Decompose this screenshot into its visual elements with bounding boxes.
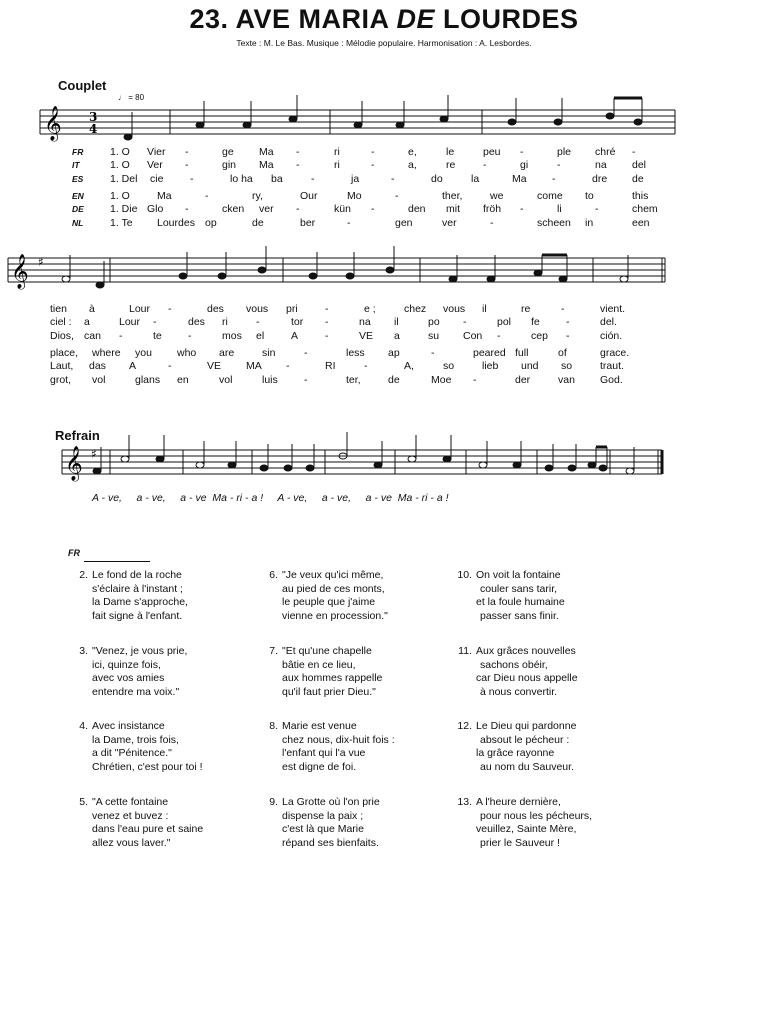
divider	[84, 561, 150, 562]
lyric-syllable: pri	[286, 303, 298, 315]
verse-number: 12.	[457, 720, 472, 732]
lyric-syllable: il	[394, 316, 399, 329]
lyric-syllable: van	[558, 373, 575, 386]
lyric-syllable: ple	[557, 146, 572, 158]
lyric-syllable: Moe	[431, 373, 452, 386]
verse-line: au pied de ces monts,	[282, 582, 385, 595]
lyric-syllable: in	[585, 216, 594, 229]
lyric-syllable: -	[561, 303, 565, 315]
lyric-syllable: where	[92, 346, 121, 359]
lyric-syllable: ge	[222, 146, 234, 158]
lyric-syllable: God.	[600, 373, 623, 386]
lyric-syllable: tien	[50, 303, 67, 315]
lyric-syllable: -	[325, 329, 329, 342]
lyric-syllable: la	[471, 172, 480, 185]
lyric-syllable: Our	[300, 189, 318, 202]
verse-line: répand ses bienfaits.	[282, 836, 379, 849]
title-italic: DE	[396, 4, 436, 34]
credits-line: Texte : M. Le Bas. Musique : Mélodie populaire. Harmonisation : A. Lesbordes.	[236, 38, 532, 48]
lyric-syllable: ter,	[346, 373, 361, 386]
lyric-syllable: are	[219, 346, 235, 359]
lang-label: ES	[72, 173, 84, 184]
verse	[269, 720, 395, 774]
verse-number: 13.	[457, 796, 472, 808]
verse-line: avec vos amies	[92, 672, 165, 684]
lyric-syllable: place,	[50, 346, 79, 359]
lyric-syllable: Lour	[129, 303, 151, 315]
sharp-icon: ♯	[91, 447, 97, 461]
lyric-syllable: who	[177, 346, 197, 359]
lyric-syllable: po	[428, 316, 440, 329]
lyric-syllable: mit	[446, 203, 460, 216]
verse-line: sachons obéir,	[480, 658, 548, 671]
lyric-syllable: den	[408, 203, 426, 216]
lyric-syllable: -	[168, 360, 172, 373]
lyric-syllable: -	[463, 316, 467, 329]
lyric-syllable: a,	[408, 159, 417, 172]
verse-line: Chrétien, c'est pour toi !	[92, 760, 203, 773]
lyric-syllable: ri	[334, 159, 340, 172]
lyric-syllable: grace.	[600, 346, 630, 359]
refrain-lyrics: A - ve, a - ve, a - ve Ma - ri - a ! A - ve, a - ve, a - ve Ma - ri - a !	[92, 492, 449, 504]
lyric-syllable: na	[359, 316, 371, 329]
lyric-syllable: en	[177, 373, 189, 386]
lyric-syllable: Ma	[157, 189, 172, 202]
verse	[79, 720, 203, 774]
lyric-syllable: des	[207, 303, 224, 315]
lyric-syllable: 1. O	[110, 189, 130, 202]
lyric-syllable: dre	[592, 172, 608, 185]
lyric-syllable: -	[490, 216, 494, 229]
verse-number: 11.	[458, 645, 472, 657]
verse-line: venez et buvez :	[92, 809, 169, 822]
lyric-syllable: Ma	[259, 159, 274, 172]
lyric-syllable: -	[153, 316, 157, 329]
lyric-syllable: vol	[219, 373, 233, 386]
lyric-syllable: a	[394, 329, 400, 342]
lyric-syllable: -	[296, 159, 300, 172]
verse-number: 6.	[269, 569, 278, 581]
lyric-syllable: -	[431, 346, 435, 359]
lyric-syllable: -	[188, 329, 192, 342]
title-end: LOURDES	[435, 4, 579, 34]
verse-line: entendre ma voix."	[92, 685, 180, 698]
lyric-syllable: -	[286, 360, 290, 373]
verse-line: Aux grâces nouvelles	[476, 645, 576, 657]
verse-line: chez nous, dix-huit fois :	[282, 733, 395, 746]
lyric-syllable: -	[395, 189, 399, 202]
lyric-syllable: re	[446, 159, 456, 172]
lyric-syllable: 1. O	[110, 159, 130, 172]
lyric-syllable: el	[256, 329, 265, 342]
treble-clef-icon: 𝄞	[44, 106, 62, 141]
lyric-syllable: chem	[632, 203, 658, 216]
lang-label: FR	[72, 147, 84, 157]
lyric-syllable: e,	[408, 146, 417, 158]
verse-line: "Et qu'une chapelle	[282, 645, 372, 657]
lyric-syllable: less	[346, 346, 365, 359]
verse-line: ici, quinze fois,	[92, 658, 161, 671]
verse-line: Marie est venue	[282, 720, 357, 732]
lyric-syllable: ri	[222, 316, 228, 329]
lyric-syllable: Con	[463, 329, 483, 342]
verse	[79, 796, 204, 850]
lyric-syllable: A,	[404, 360, 414, 373]
lyric-syllable: lo ha	[230, 172, 253, 185]
verse-line: car Dieu nous appelle	[476, 672, 578, 684]
couplet-label: Couplet	[58, 78, 107, 93]
lyric-syllable: -	[632, 146, 636, 158]
lyric-syllable: del.	[600, 316, 617, 329]
tempo-marking: ♩ = 80	[118, 93, 145, 102]
verse-number: 3.	[79, 645, 88, 657]
verse-number: 4.	[79, 720, 88, 732]
verse-line: passer sans finir.	[480, 609, 559, 622]
verse-line: s'éclaire à l'instant ;	[92, 582, 183, 595]
verse-line: Le fond de la roche	[92, 569, 182, 581]
verse	[79, 569, 188, 623]
lyric-syllable: ap	[388, 346, 400, 359]
verse-line: la grâce rayonne	[476, 747, 555, 759]
lyric-syllable: lieb	[482, 360, 499, 373]
lyric-syllable: -	[473, 373, 477, 386]
lyric-syllable: des	[188, 316, 205, 329]
lyric-syllable: een	[632, 216, 650, 229]
lyric-syllable: Ver	[147, 159, 163, 172]
lyric-syllable: Dios,	[50, 329, 74, 342]
lyric-syllable: -	[483, 159, 487, 172]
lyric-syllable: vient.	[600, 303, 626, 315]
lyric-syllable: del	[632, 159, 647, 172]
lyric-syllable: -	[371, 203, 375, 216]
lyric-syllable: -	[325, 316, 329, 329]
time-sig-top: 3	[89, 110, 98, 124]
lyric-syllable: -	[185, 203, 189, 216]
verse	[269, 569, 388, 623]
lyric-syllable: Vier	[147, 146, 166, 158]
lyric-syllable: cken	[222, 203, 245, 216]
lyric-syllable: -	[168, 303, 172, 315]
verse	[458, 645, 578, 699]
verse-line: Avec insistance	[92, 720, 165, 732]
sharp-icon: ♯	[38, 255, 44, 269]
verse-line: "Venez, je vous prie,	[92, 645, 188, 657]
lyric-syllable: ver	[259, 203, 274, 216]
lyric-syllable: ri	[334, 146, 340, 158]
lyric-syllable: -	[391, 172, 395, 185]
lang-label: EN	[72, 190, 84, 201]
lyric-syllable: ber	[300, 216, 316, 229]
lyric-syllable: full	[515, 346, 529, 359]
lyric-syllable: pol	[497, 316, 512, 329]
lyric-syllable: VE	[207, 360, 222, 373]
lyric-syllable: ja	[351, 172, 360, 185]
lyric-syllable: -	[190, 172, 194, 185]
lyric-syllable: do	[431, 172, 443, 185]
lyric-syllable: -	[371, 159, 375, 172]
verse-line: qu'il faut prier Dieu."	[282, 685, 376, 698]
verse	[457, 720, 577, 774]
lyric-syllable: cie	[150, 172, 164, 185]
lyric-syllable: op	[205, 216, 217, 229]
lyric-syllable: -	[566, 329, 570, 342]
lyric-syllable: traut.	[600, 360, 624, 373]
time-sig-bottom: 4	[89, 122, 98, 136]
lyric-syllable: te	[153, 329, 162, 342]
lyric-syllable: e ;	[364, 303, 376, 315]
lyric-syllable: MA	[246, 360, 262, 373]
verse-line: et la foule humaine	[476, 596, 565, 608]
lyric-syllable: de	[632, 172, 644, 185]
lyric-syllable: scheen	[537, 216, 571, 229]
lang-label: IT	[72, 160, 80, 171]
lyric-syllable: -	[497, 329, 501, 342]
lyric-syllable: -	[304, 373, 308, 386]
lyric-syllable: der	[515, 373, 531, 386]
verse-line: fait signe à l'enfant.	[92, 609, 183, 622]
lyric-syllable: ba	[271, 172, 283, 185]
lyric-syllable: li	[557, 203, 562, 216]
lyric-syllable: -	[205, 189, 209, 202]
lyric-syllable: VE	[359, 329, 374, 342]
lyric-syllable: gin	[222, 159, 237, 172]
verse-line: aux hommes rappelle	[282, 672, 383, 684]
lyric-syllable: -	[552, 172, 556, 185]
lyric-syllable: sin	[262, 346, 276, 359]
lyric-syllable: à	[89, 303, 95, 315]
lyric-syllable: can	[84, 329, 101, 342]
lyric-syllable: this	[632, 189, 649, 202]
verse-line: le peuple que j'aime	[282, 596, 376, 608]
lyric-syllable: Mo	[347, 189, 362, 202]
lyric-syllable: -	[520, 146, 524, 158]
lyric-syllable: A	[291, 329, 299, 342]
verse-number: 10.	[457, 569, 472, 581]
lyric-syllable: Laut,	[50, 360, 74, 373]
lyric-syllable: re	[521, 303, 531, 315]
lyric-syllable: -	[347, 216, 351, 229]
lyric-syllable: -	[256, 316, 260, 329]
lyric-syllable: fe	[531, 316, 540, 329]
verse-number: 8.	[269, 720, 278, 732]
lyric-syllable: so	[561, 360, 573, 373]
lyric-syllable: -	[595, 203, 599, 216]
lyric-syllable: Glo	[147, 203, 164, 216]
lyric-syllable: come	[537, 189, 563, 202]
verse-line: "A cette fontaine	[92, 796, 169, 808]
lyric-syllable: de	[388, 373, 400, 386]
verse-line: dispense la paix ;	[282, 809, 364, 822]
verse-number: 9.	[269, 796, 278, 808]
lyric-syllable: il	[482, 303, 487, 315]
lyric-syllable: -	[304, 346, 308, 359]
verse-line: a dit "Pénitence."	[92, 747, 172, 759]
verse-line: A l'heure dernière,	[476, 796, 561, 808]
verse-line: au nom du Sauveur.	[480, 760, 574, 773]
verse-line: prier le Sauveur !	[480, 836, 560, 849]
verse-number: 5.	[79, 796, 88, 808]
verse-line: "Je veux qu'ici même,	[282, 569, 384, 581]
lyric-syllable: le	[446, 146, 455, 158]
verse-line: la Dame s'approche,	[92, 596, 188, 608]
lyric-syllable: mos	[222, 329, 242, 342]
lyric-syllable: -	[364, 360, 368, 373]
verse-number: 2.	[79, 569, 88, 581]
lyric-syllable: chez	[404, 303, 427, 315]
verse	[269, 645, 383, 699]
lyric-syllable: 1. Te	[110, 216, 133, 229]
lyric-syllable: 1. O	[110, 146, 130, 158]
lyric-syllable: -	[296, 203, 300, 216]
lyric-syllable: vol	[92, 373, 106, 386]
verse-line: allez vous laver."	[92, 836, 171, 849]
lyric-syllable: so	[443, 360, 455, 373]
lyric-syllable: Ma	[512, 172, 527, 185]
notes-couplet-1	[124, 95, 642, 140]
lyric-syllable: grot,	[50, 373, 72, 386]
lyric-syllable: tor	[291, 316, 304, 329]
verse-line: pour nous les pécheurs,	[480, 809, 593, 822]
lyric-syllable: Lour	[119, 316, 141, 329]
lyric-syllable: das	[89, 360, 106, 373]
lyric-syllable: of	[558, 346, 567, 359]
lyric-syllable: na	[595, 159, 607, 172]
lyric-syllable: -	[296, 146, 300, 158]
verse-line: à nous convertir.	[480, 685, 558, 698]
lyric-syllable: -	[119, 329, 123, 342]
refrain-label: Refrain	[55, 428, 100, 443]
lyric-syllable: Lourdes	[157, 216, 195, 229]
treble-clef-icon: 𝄞	[11, 254, 29, 289]
lyric-syllable: -	[520, 203, 524, 216]
verse-line: c'est là que Marie	[282, 823, 364, 835]
verse-line: On voit la fontaine	[476, 569, 561, 581]
verse-line: l'enfant qui l'a vue	[282, 747, 366, 759]
lyric-syllable: gen	[395, 216, 413, 229]
lyric-syllable: kün	[334, 203, 351, 216]
lyric-syllable: peared	[473, 346, 506, 359]
lyric-syllable: you	[135, 346, 152, 359]
treble-clef-icon: 𝄞	[65, 446, 83, 481]
verse-line: veuillez, Sainte Mère,	[476, 823, 577, 835]
verse-line: couler sans tarir,	[480, 582, 558, 595]
lang-label: DE	[72, 204, 84, 215]
lyric-syllable: cep	[531, 329, 548, 342]
verse-line: la Dame, trois fois,	[92, 733, 179, 746]
lyric-syllable: glans	[135, 373, 161, 386]
verse-line: bâtie en ce lieu,	[282, 658, 356, 671]
verse-line: Le Dieu qui pardonne	[476, 720, 577, 732]
lyric-syllable: -	[185, 159, 189, 172]
lyric-syllable: 1. Del	[110, 172, 138, 185]
lyric-syllable: ther,	[442, 189, 463, 202]
lyric-syllable: RI	[325, 360, 336, 373]
verses-lang-label: FR	[68, 548, 80, 558]
lyric-syllable: Ma	[259, 146, 274, 158]
verse	[269, 796, 380, 850]
lyric-syllable: luis	[262, 373, 278, 386]
verse-line: absout le pécheur :	[480, 733, 570, 746]
title-main: 23. AVE MARIA	[189, 4, 397, 34]
lang-label: NL	[72, 217, 84, 228]
lyric-syllable: -	[557, 159, 561, 172]
lyric-syllable: peu	[483, 146, 501, 158]
lyric-syllable: ry,	[252, 189, 263, 202]
lyric-syllable: ver	[442, 216, 457, 229]
lyric-syllable: A	[129, 360, 137, 373]
lyric-syllable: fröh	[483, 203, 502, 216]
lyric-syllable: su	[428, 329, 440, 342]
lyric-syllable: gi	[520, 159, 529, 172]
lyric-syllable: -	[325, 303, 329, 315]
verse-line: est digne de foi.	[282, 760, 357, 773]
lyric-syllable: we	[490, 189, 504, 202]
verse-line: vienne en procession."	[282, 609, 388, 622]
lyric-syllable: to	[585, 189, 594, 202]
lyric-syllable: a	[84, 316, 90, 329]
lyric-syllable: -	[371, 146, 375, 158]
lyric-syllable: ciel :	[50, 316, 72, 329]
lyric-syllable: -	[566, 316, 570, 329]
lyric-syllable: -	[311, 172, 315, 185]
verse	[79, 645, 188, 699]
lyric-syllable: ción.	[600, 329, 623, 342]
lyric-syllable: de	[252, 216, 264, 229]
lyric-syllable: chré	[595, 146, 616, 158]
lyric-syllable: vous	[443, 303, 466, 315]
verse	[457, 796, 593, 850]
verse-line: dans l'eau pure et saine	[92, 823, 204, 835]
verse-line: La Grotte où l'on prie	[282, 796, 380, 808]
lyric-syllable: 1. Die	[110, 203, 138, 216]
lyric-syllable: und	[521, 360, 539, 373]
verse-number: 7.	[269, 645, 278, 657]
verse	[457, 569, 565, 623]
lyric-syllable: -	[185, 146, 189, 158]
lyric-syllable: vous	[246, 303, 269, 315]
